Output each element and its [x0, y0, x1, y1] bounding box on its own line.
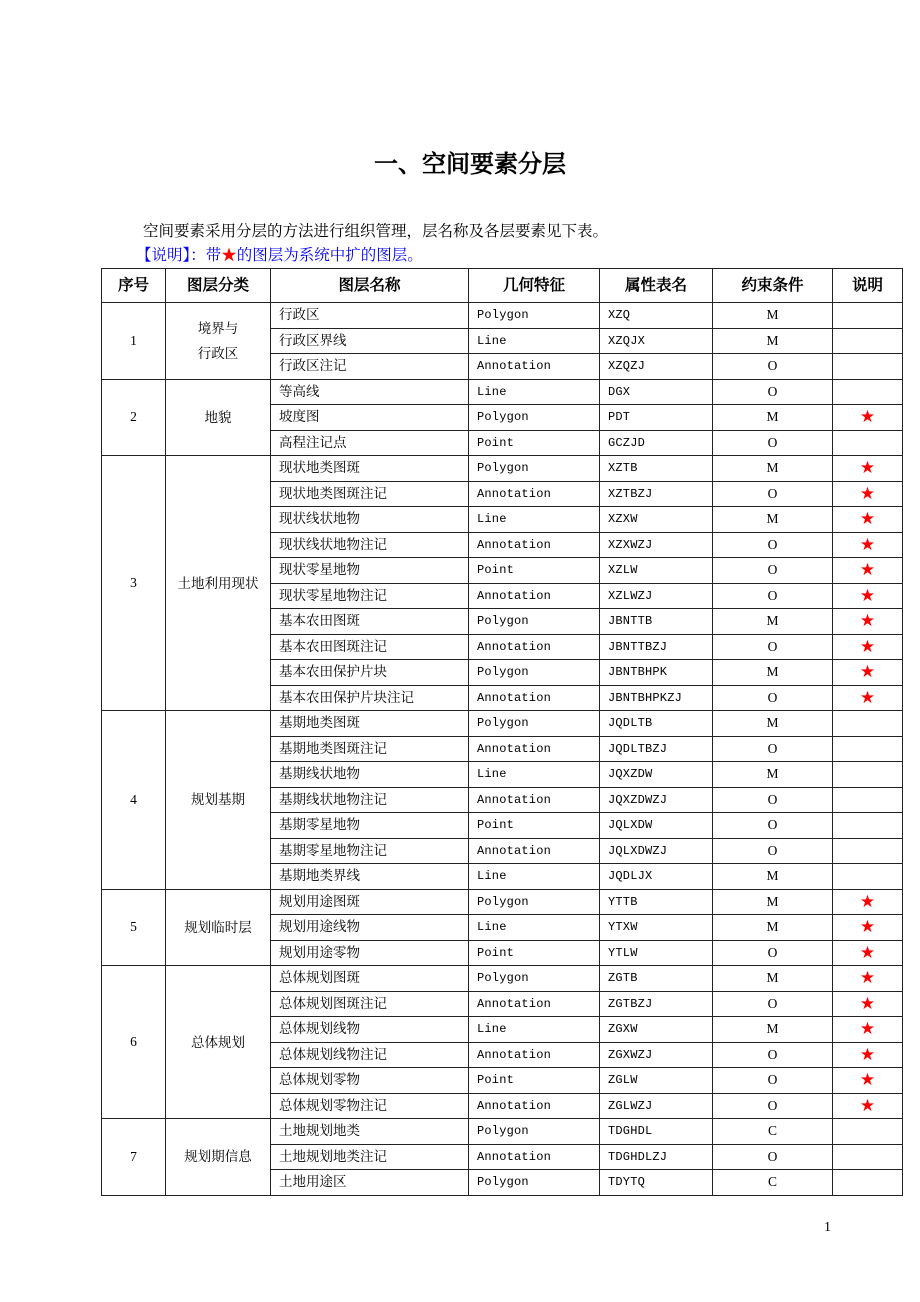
cell-remark — [833, 634, 903, 660]
cell-serial-no: 4 — [102, 711, 166, 890]
table-row — [102, 889, 903, 915]
star-icon: ★ — [859, 1019, 876, 1039]
cell-geometry: Polygon — [469, 1119, 600, 1145]
cell-attribute-table: XZQJX — [600, 328, 713, 354]
cell-constraint: O — [713, 1068, 833, 1094]
cell-constraint: C — [713, 1119, 833, 1145]
cell-attribute-table: JQXZDWZJ — [600, 787, 713, 813]
cell-attribute-table: XZQ — [600, 303, 713, 329]
cell-layer-name: 现状线状地物 — [271, 507, 469, 533]
cell-layer-category: 规划期信息 — [166, 1119, 271, 1196]
cell-remark — [833, 787, 903, 813]
cell-geometry: Polygon — [469, 711, 600, 737]
cell-attribute-table: DGX — [600, 379, 713, 405]
cell-serial-no: 1 — [102, 303, 166, 380]
cell-constraint: O — [713, 736, 833, 762]
cell-remark — [833, 685, 903, 711]
table-body — [102, 303, 903, 1196]
cell-layer-name: 等高线 — [271, 379, 469, 405]
cell-geometry: Annotation — [469, 634, 600, 660]
star-icon: ★ — [859, 509, 876, 529]
cell-attribute-table: JQDLJX — [600, 864, 713, 890]
header-geometry: 几何特征 — [469, 269, 600, 303]
star-icon: ★ — [859, 993, 876, 1013]
cell-attribute-table: ZGLWZJ — [600, 1093, 713, 1119]
cell-remark — [833, 1042, 903, 1068]
note-suffix: 的图层为系统中扩的图层。 — [236, 247, 423, 264]
cell-attribute-table: TDYTQ — [600, 1170, 713, 1196]
cell-serial-no: 2 — [102, 379, 166, 456]
cell-remark — [833, 966, 903, 992]
cell-geometry: Annotation — [469, 354, 600, 380]
cell-geometry: Point — [469, 558, 600, 584]
header-constraint: 约束条件 — [713, 269, 833, 303]
cell-geometry: Point — [469, 430, 600, 456]
cell-geometry: Polygon — [469, 1170, 600, 1196]
cell-constraint: O — [713, 558, 833, 584]
cell-attribute-table: JQDLTB — [600, 711, 713, 737]
cell-layer-name: 土地规划地类注记 — [271, 1144, 469, 1170]
cell-geometry: Polygon — [469, 456, 600, 482]
cell-constraint: O — [713, 1144, 833, 1170]
cell-remark — [833, 1068, 903, 1094]
cell-remark — [833, 1170, 903, 1196]
cell-attribute-table: JQDLTBZJ — [600, 736, 713, 762]
cell-attribute-table: ZGXW — [600, 1017, 713, 1043]
cell-geometry: Annotation — [469, 583, 600, 609]
cell-layer-name: 总体规划线物 — [271, 1017, 469, 1043]
table-row — [102, 379, 903, 405]
cell-remark — [833, 354, 903, 380]
cell-remark — [833, 813, 903, 839]
cell-remark — [833, 532, 903, 558]
cell-layer-name: 基期线状地物 — [271, 762, 469, 788]
page-title: 一、空间要素分层 — [374, 152, 566, 178]
cell-layer-name: 基期地类图斑 — [271, 711, 469, 737]
header-remark: 说明 — [833, 269, 903, 303]
cell-geometry: Polygon — [469, 660, 600, 686]
cell-geometry: Annotation — [469, 1042, 600, 1068]
cell-remark — [833, 1017, 903, 1043]
star-icon: ★ — [859, 636, 876, 656]
cell-layer-name: 总体规划零物 — [271, 1068, 469, 1094]
cell-remark — [833, 379, 903, 405]
cell-attribute-table: JBNTTB — [600, 609, 713, 635]
cell-geometry: Point — [469, 940, 600, 966]
cell-attribute-table: XZXWZJ — [600, 532, 713, 558]
cell-constraint: O — [713, 430, 833, 456]
star-icon: ★ — [859, 611, 876, 631]
cell-serial-no: 3 — [102, 456, 166, 711]
cell-constraint: O — [713, 940, 833, 966]
cell-attribute-table: XZLW — [600, 558, 713, 584]
star-icon: ★ — [859, 407, 876, 427]
star-icon: ★ — [859, 1070, 876, 1090]
cell-geometry: Polygon — [469, 303, 600, 329]
cell-attribute-table: JBNTBHPKZJ — [600, 685, 713, 711]
cell-constraint: M — [713, 1017, 833, 1043]
cell-attribute-table: PDT — [600, 405, 713, 431]
cell-layer-name: 行政区界线 — [271, 328, 469, 354]
cell-layer-name: 行政区 — [271, 303, 469, 329]
cell-layer-name: 基本农田保护片块 — [271, 660, 469, 686]
cell-layer-name: 现状地类图斑注记 — [271, 481, 469, 507]
cell-attribute-table: YTLW — [600, 940, 713, 966]
cell-geometry: Annotation — [469, 991, 600, 1017]
cell-constraint: M — [713, 889, 833, 915]
cell-constraint: O — [713, 991, 833, 1017]
cell-constraint: O — [713, 813, 833, 839]
cell-layer-name: 现状地类图斑 — [271, 456, 469, 482]
cell-remark — [833, 430, 903, 456]
header-layer-category: 图层分类 — [166, 269, 271, 303]
cell-geometry: Polygon — [469, 889, 600, 915]
cell-constraint: M — [713, 711, 833, 737]
cell-remark — [833, 1119, 903, 1145]
star-icon: ★ — [859, 942, 876, 962]
cell-layer-name: 基期零星地物 — [271, 813, 469, 839]
cell-geometry: Annotation — [469, 838, 600, 864]
cell-layer-category: 境界与 行政区 — [166, 303, 271, 380]
cell-attribute-table: JQLXDWZJ — [600, 838, 713, 864]
cell-layer-name: 规划用途线物 — [271, 915, 469, 941]
cell-constraint: C — [713, 1170, 833, 1196]
cell-layer-name: 基本农田保护片块注记 — [271, 685, 469, 711]
cell-remark — [833, 762, 903, 788]
cell-geometry: Annotation — [469, 532, 600, 558]
cell-constraint: M — [713, 966, 833, 992]
cell-layer-name: 现状零星地物注记 — [271, 583, 469, 609]
cell-attribute-table: XZLWZJ — [600, 583, 713, 609]
cell-constraint: M — [713, 762, 833, 788]
cell-layer-category: 总体规划 — [166, 966, 271, 1119]
cell-constraint: O — [713, 379, 833, 405]
note-star-icon: ★ — [221, 247, 237, 264]
cell-layer-name: 总体规划图斑 — [271, 966, 469, 992]
cell-remark — [833, 456, 903, 482]
note-line — [136, 246, 423, 266]
star-icon: ★ — [859, 891, 876, 911]
header-layer-name: 图层名称 — [271, 269, 469, 303]
cell-layer-name: 基本农田图斑 — [271, 609, 469, 635]
cell-geometry: Polygon — [469, 966, 600, 992]
layer-table — [101, 268, 903, 1196]
cell-remark — [833, 1144, 903, 1170]
cell-constraint: O — [713, 1042, 833, 1068]
cell-layer-name: 基期地类图斑注记 — [271, 736, 469, 762]
cell-remark — [833, 660, 903, 686]
cell-layer-category: 规划基期 — [166, 711, 271, 890]
cell-layer-category: 土地利用现状 — [166, 456, 271, 711]
cell-attribute-table: TDGHDLZJ — [600, 1144, 713, 1170]
cell-constraint: O — [713, 532, 833, 558]
cell-attribute-table: ZGXWZJ — [600, 1042, 713, 1068]
cell-geometry: Annotation — [469, 685, 600, 711]
cell-geometry: Line — [469, 507, 600, 533]
cell-geometry: Line — [469, 762, 600, 788]
table-row — [102, 711, 903, 737]
cell-constraint: M — [713, 660, 833, 686]
cell-attribute-table: JQLXDW — [600, 813, 713, 839]
cell-attribute-table: XZTB — [600, 456, 713, 482]
cell-constraint: O — [713, 838, 833, 864]
cell-attribute-table: XZQZJ — [600, 354, 713, 380]
cell-remark — [833, 558, 903, 584]
cell-remark — [833, 991, 903, 1017]
cell-attribute-table: YTTB — [600, 889, 713, 915]
cell-attribute-table: JBNTTBZJ — [600, 634, 713, 660]
cell-attribute-table: YTXW — [600, 915, 713, 941]
cell-constraint: M — [713, 507, 833, 533]
intro-paragraph: 空间要素采用分层的方法进行组织管理，层名称及各层要素见下表。 — [143, 223, 609, 240]
cell-constraint: O — [713, 481, 833, 507]
cell-constraint: O — [713, 685, 833, 711]
star-icon: ★ — [859, 458, 876, 478]
cell-remark — [833, 405, 903, 431]
star-icon: ★ — [859, 968, 876, 988]
cell-remark — [833, 481, 903, 507]
cell-constraint: M — [713, 328, 833, 354]
cell-layer-name: 高程注记点 — [271, 430, 469, 456]
table-header — [102, 269, 903, 303]
star-icon: ★ — [859, 1044, 876, 1064]
cell-constraint: O — [713, 634, 833, 660]
cell-geometry: Line — [469, 328, 600, 354]
cell-constraint: M — [713, 864, 833, 890]
cell-layer-name: 基期线状地物注记 — [271, 787, 469, 813]
cell-geometry: Annotation — [469, 736, 600, 762]
header-serial-no: 序号 — [102, 269, 166, 303]
cell-constraint: O — [713, 583, 833, 609]
star-icon: ★ — [859, 534, 876, 554]
cell-remark — [833, 583, 903, 609]
star-icon: ★ — [859, 483, 876, 503]
cell-constraint: M — [713, 609, 833, 635]
cell-constraint: M — [713, 915, 833, 941]
cell-geometry: Point — [469, 1068, 600, 1094]
star-icon: ★ — [859, 585, 876, 605]
star-icon: ★ — [859, 662, 876, 682]
cell-remark — [833, 303, 903, 329]
star-icon: ★ — [859, 1095, 876, 1115]
cell-remark — [833, 507, 903, 533]
cell-serial-no: 6 — [102, 966, 166, 1119]
cell-attribute-table: ZGLW — [600, 1068, 713, 1094]
cell-constraint: M — [713, 456, 833, 482]
cell-attribute-table: ZGTB — [600, 966, 713, 992]
header-attribute-table: 属性表名 — [600, 269, 713, 303]
cell-remark — [833, 940, 903, 966]
star-icon: ★ — [859, 560, 876, 580]
cell-remark — [833, 864, 903, 890]
cell-geometry: Polygon — [469, 405, 600, 431]
note-prefix: 【说明】：带 — [136, 247, 222, 264]
table-row — [102, 966, 903, 992]
cell-layer-name: 土地用途区 — [271, 1170, 469, 1196]
cell-layer-name: 总体规划图斑注记 — [271, 991, 469, 1017]
cell-layer-name: 总体规划零物注记 — [271, 1093, 469, 1119]
table-row — [102, 303, 903, 329]
cell-geometry: Line — [469, 864, 600, 890]
cell-remark — [833, 915, 903, 941]
cell-remark — [833, 711, 903, 737]
cell-constraint: M — [713, 303, 833, 329]
layer-table-container — [101, 268, 902, 1196]
cell-geometry: Line — [469, 1017, 600, 1043]
cell-remark — [833, 609, 903, 635]
cell-geometry: Polygon — [469, 609, 600, 635]
cell-geometry: Point — [469, 813, 600, 839]
cell-layer-name: 现状线状地物注记 — [271, 532, 469, 558]
cell-layer-name: 规划用途零物 — [271, 940, 469, 966]
cell-layer-category: 地貌 — [166, 379, 271, 456]
cell-serial-no: 5 — [102, 889, 166, 966]
cell-geometry: Line — [469, 915, 600, 941]
cell-attribute-table: ZGTBZJ — [600, 991, 713, 1017]
cell-layer-name: 基本农田图斑注记 — [271, 634, 469, 660]
star-icon: ★ — [859, 687, 876, 707]
cell-remark — [833, 328, 903, 354]
cell-layer-name: 土地规划地类 — [271, 1119, 469, 1145]
star-icon: ★ — [859, 917, 876, 937]
cell-remark — [833, 889, 903, 915]
cell-remark — [833, 736, 903, 762]
cell-geometry: Line — [469, 379, 600, 405]
cell-layer-name: 总体规划线物注记 — [271, 1042, 469, 1068]
cell-geometry: Annotation — [469, 787, 600, 813]
cell-layer-name: 现状零星地物 — [271, 558, 469, 584]
cell-geometry: Annotation — [469, 1144, 600, 1170]
cell-layer-name: 坡度图 — [271, 405, 469, 431]
cell-attribute-table: XZTBZJ — [600, 481, 713, 507]
cell-serial-no: 7 — [102, 1119, 166, 1196]
cell-attribute-table: XZXW — [600, 507, 713, 533]
cell-attribute-table: GCZJD — [600, 430, 713, 456]
cell-constraint: O — [713, 1093, 833, 1119]
header-row — [102, 269, 903, 303]
cell-attribute-table: TDGHDL — [600, 1119, 713, 1145]
cell-remark — [833, 838, 903, 864]
cell-geometry: Annotation — [469, 481, 600, 507]
table-row — [102, 1119, 903, 1145]
cell-layer-name: 基期地类界线 — [271, 864, 469, 890]
cell-geometry: Annotation — [469, 1093, 600, 1119]
cell-constraint: O — [713, 787, 833, 813]
cell-layer-name: 规划用途图斑 — [271, 889, 469, 915]
cell-layer-category: 规划临时层 — [166, 889, 271, 966]
cell-layer-name: 行政区注记 — [271, 354, 469, 380]
cell-attribute-table: JBNTBHPK — [600, 660, 713, 686]
cell-remark — [833, 1093, 903, 1119]
table-row — [102, 456, 903, 482]
cell-attribute-table: JQXZDW — [600, 762, 713, 788]
cell-constraint: O — [713, 354, 833, 380]
cell-layer-name: 基期零星地物注记 — [271, 838, 469, 864]
cell-constraint: M — [713, 405, 833, 431]
page-number: 1 — [824, 1220, 831, 1235]
